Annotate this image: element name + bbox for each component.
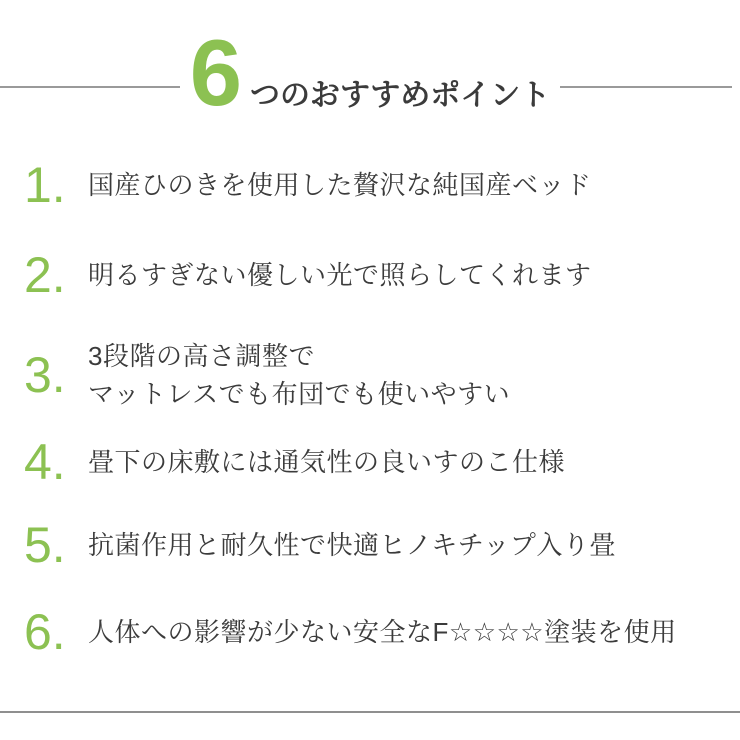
header-divider-right: [560, 86, 732, 88]
point-text-line: 国産ひのきを使用した贅沢な純国産ベッド: [88, 170, 592, 200]
point-number: 3.: [24, 347, 66, 403]
point-text: [88, 256, 592, 294]
point-number: 1.: [24, 157, 66, 213]
list-item: [0, 247, 740, 303]
point-text: [88, 613, 677, 651]
point-text: [88, 526, 616, 564]
header-divider-left: [0, 86, 180, 88]
point-text-line: マットレスでも布団でも使いやすい: [88, 379, 511, 409]
point-number: 5.: [24, 517, 66, 573]
point-text-line: 抗菌作用と耐久性で快適ヒノキチップ入り畳: [88, 530, 616, 560]
point-text-line: 3段階の高さ調整で: [88, 341, 315, 371]
point-number: 6.: [24, 604, 66, 660]
list-item: [0, 434, 740, 490]
page-title: [189, 20, 551, 125]
point-text-line: 畳下の床敷には通気性の良いすのこ仕様: [88, 447, 566, 477]
list-item: [0, 517, 740, 573]
points-list: [0, 157, 740, 660]
point-text: [88, 443, 565, 481]
bottom-divider: [0, 711, 740, 713]
point-text: [88, 337, 510, 413]
point-text-line: 人体への影響が少ない安全なF☆☆☆☆塗装を使用: [88, 617, 677, 647]
title-big-number: 6: [189, 20, 240, 125]
list-item: [0, 337, 740, 413]
point-number: 4.: [24, 434, 66, 490]
point-number: 2.: [24, 247, 66, 303]
point-text-line: 明るすぎない優しい光で照らしてくれます: [88, 260, 592, 290]
list-item: [0, 604, 740, 660]
list-item: [0, 157, 740, 213]
section-header: [0, 0, 740, 125]
point-text: [88, 166, 592, 204]
title-text: つのおすすめポイント: [249, 79, 551, 112]
